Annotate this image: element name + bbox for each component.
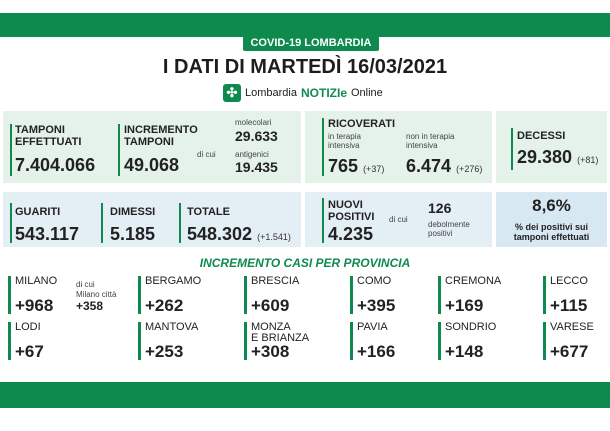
province-title: INCREMENTO CASI PER PROVINCIA	[199, 256, 411, 270]
header-pill: COVID-19 LOMBARDIA	[243, 36, 379, 51]
dimessi-label: DIMESSI	[110, 206, 156, 218]
province-lecco: LECCO +115	[543, 276, 610, 320]
logo-brand: NOTIZIe	[300, 86, 347, 100]
molecolari-label: molecolari	[235, 118, 272, 127]
totale-label: TOTALE	[187, 206, 230, 218]
percentuale-text: % dei positivi sui tamponi effettuati	[513, 222, 590, 242]
nti-value: 6.474 (+276)	[406, 156, 483, 176]
incremento-label: INCREMENTO TAMPONI	[124, 124, 198, 148]
logo-suffix: Online	[351, 87, 383, 99]
tamponi-label: TAMPONI EFFETTUATI	[15, 124, 82, 148]
ti-value: 765 (+37)	[328, 156, 385, 176]
nuovi-label: NUOVI POSITIVI	[328, 199, 375, 223]
milano-citta-value: +358	[76, 299, 104, 313]
divider	[179, 203, 181, 243]
province-lodi: LODI +67	[8, 322, 108, 366]
ti-label: in terapia intensiva	[328, 132, 361, 150]
province-como: COMO +395	[350, 276, 450, 320]
province-monza: MONZA E BRIANZA +308	[244, 322, 344, 366]
province-brescia: BRESCIA +609	[244, 276, 344, 320]
bottom-band	[0, 382, 610, 408]
brand-logo	[223, 83, 383, 103]
province-cremona: CREMONA +169	[438, 276, 538, 320]
top-band	[0, 13, 610, 37]
divider	[322, 118, 324, 176]
logo-text: Lombardia	[245, 87, 297, 99]
divider	[10, 203, 12, 243]
divider	[118, 124, 120, 176]
leaf-icon: ✣	[223, 84, 241, 102]
tamponi-value: 7.404.066	[15, 155, 96, 175]
nti-label: non in terapia intensiva	[406, 132, 455, 150]
guariti-label: GUARITI	[15, 206, 61, 218]
ricoverati-label: RICOVERATI	[328, 118, 396, 130]
province-sondrio: SONDRIO +148	[438, 322, 538, 366]
nuovi-dicui: di cui	[389, 215, 408, 224]
guariti-value: 543.117	[15, 224, 80, 244]
molecolari-value: 29.633	[235, 128, 278, 144]
divider	[322, 198, 324, 243]
divider	[511, 128, 513, 170]
decessi-label: DECESSI	[517, 130, 566, 142]
divider	[101, 203, 103, 243]
debolmente-label: debolmente positivi	[428, 220, 470, 238]
nuovi-value: 4.235	[328, 224, 374, 244]
incremento-dicui: di cui	[197, 150, 216, 159]
decessi-value: 29.380 (+81)	[517, 147, 599, 167]
milano-citta-label: di cui Milano città	[76, 280, 117, 299]
debolmente-value: 126	[428, 200, 452, 216]
dimessi-value: 5.185	[110, 224, 156, 244]
antigenici-value: 19.435	[235, 159, 278, 175]
province-pavia: PAVIA +166	[350, 322, 450, 366]
percentuale-value: 8,6%	[532, 196, 571, 215]
totale-value: 548.302 (+1.541)	[187, 224, 291, 244]
province-mantova: MANTOVA +253	[138, 322, 238, 366]
incremento-value: 49.068	[124, 155, 180, 175]
antigenici-label: antigenici	[235, 150, 269, 159]
divider	[10, 124, 12, 176]
province-varese: VARESE +677	[543, 322, 610, 366]
province-milano: MILANO +968	[8, 276, 108, 320]
page-title: I DATI DI MARTEDÌ 16/03/2021	[162, 56, 448, 78]
province-bergamo: BERGAMO +262	[138, 276, 238, 320]
